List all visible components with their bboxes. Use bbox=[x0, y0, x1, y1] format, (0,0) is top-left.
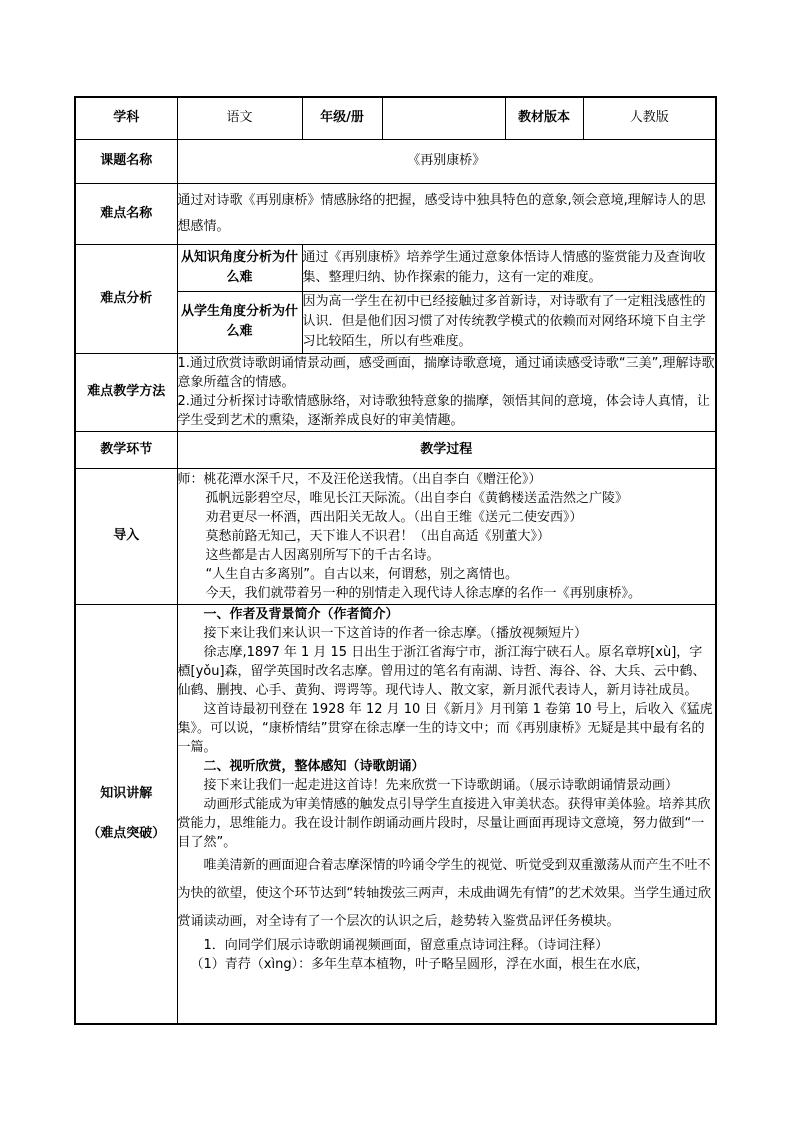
header-row bbox=[75, 97, 716, 139]
intro-line: 孤帆远影碧空尽，唯见长江天际流。（出自李白《黄鹤楼送孟浩然之广陵》 bbox=[205, 490, 629, 506]
subject-label: 学科 bbox=[75, 97, 177, 139]
intro-line: 师：桃花潭水深千尺，不及汪伦送我情。（出自李白《赠汪伦》） bbox=[177, 471, 542, 487]
knowledge-sublabel: （难点突破） bbox=[87, 825, 166, 841]
paragraph: 动画形式能成为审美情感的触发点引导学生直接进入审美状态。获得审美体验。培养其欣赏能力，思维能力。我在设计制作朗诵动画片段时，尽量让画面再现诗文意境，努力做到“一目了然”。 bbox=[177, 796, 711, 850]
method-item: 1.通过欣赏诗歌朗诵情景动画，感受画面，揣摩诗歌意境，通过诵读感受诗歌“三美”,理解诗歌意象所蕴含的情感。 bbox=[177, 356, 715, 390]
knowledge-angle-label: 从知识角度分析为什么难 bbox=[177, 244, 302, 291]
textbook-value: 人教版 bbox=[583, 97, 716, 139]
textbook-label: 教材版本 bbox=[505, 97, 583, 139]
intro-line: 莫愁前路无知己，天下谁人不识君！（出自高适《别董大》） bbox=[205, 528, 551, 544]
difficulty-row bbox=[75, 183, 716, 244]
topic-label: 课题名称 bbox=[75, 139, 177, 183]
intro-line: 劝君更尽一杯酒，西出阳关无故人。（出自王维《送元二使安西》） bbox=[205, 509, 583, 525]
process-stage-label: 教学环节 bbox=[75, 431, 177, 468]
process-header-row bbox=[75, 431, 716, 468]
lesson-plan-table bbox=[74, 96, 717, 1025]
process-title: 教学过程 bbox=[177, 431, 716, 468]
method-item: 2.通过分析探讨诗歌情感脉络，对诗歌独特意象的揣摩，领悟其间的意境，体会诗人真情，让学生受到艺术的熏染，逐渐养成良好的审美情趣。 bbox=[177, 394, 710, 428]
intro-label: 导入 bbox=[75, 468, 177, 604]
knowledge-label: 知识讲解 bbox=[100, 785, 153, 801]
intro-line: 今天，我们就带着另一种的别情走入现代诗人徐志摩的名作一《再别康桥》。 bbox=[205, 585, 642, 601]
paragraph: 这首诗最初刊登在 1928 年 12 月 10 日《新月》月刊第 1 卷第 10 号上，后收入《猛虎集》。可以说，“康桥情结”贯穿在徐志摩一生的诗文中；而《再别康桥》无疑是其中最有名的一篇。 bbox=[177, 701, 713, 755]
subject-value: 语文 bbox=[177, 97, 302, 139]
paragraph: 1．向同学们展示诗歌朗诵视频画面，留意重点诗词注释。（诗词注释） bbox=[203, 937, 609, 953]
method-label: 难点教学方法 bbox=[75, 353, 177, 431]
difficulty-label: 难点名称 bbox=[75, 183, 177, 244]
paragraph: （1）青荇（xìng）：多年生草本植物，叶子略呈圆形，浮在水面，根生在水底， bbox=[190, 956, 650, 972]
analysis-knowledge-row bbox=[75, 244, 716, 291]
student-angle-text: 因为高一学生在初中已经接触过多首新诗，对诗歌有了一定粗浅感性的认识．但是他们因习惯了对传统教学模式的依赖而对网络环境下自主学习比较陌生，所以有些难度。 bbox=[302, 291, 716, 353]
intro-line: “人生自古多离别”。自古以来，何谓愁，别之离情也。 bbox=[205, 566, 518, 582]
difficulty-text: 通过对诗歌《再别康桥》情感脉络的把握，感受诗中独具特色的意象,领会意境,理解诗人的思想感情。 bbox=[177, 183, 716, 244]
paragraph: 接下来让我们一起走进这首诗！先来欣赏一下诗歌朗诵。（展示诗歌朗诵情景动画） bbox=[203, 777, 679, 793]
paragraph: 唯美清新的画面迎合着志摩深情的吟诵令学生的视觉、听觉受到双重激荡从而产生不吐不为快的欲望，使这个环节达到“转轴拨弦三两声，未成曲调先有情”的艺术效果。当学生通过欣赏诵读动画，对全诗有了一个层次的认识之后，趁势转入鉴赏品评任务模块。 bbox=[177, 857, 711, 929]
topic-row bbox=[75, 139, 716, 183]
method-text bbox=[177, 353, 716, 431]
knowledge-text bbox=[177, 604, 716, 1024]
grade-value bbox=[382, 97, 505, 139]
knowledge-angle-text: 通过《再别康桥》培养学生通过意象体悟诗人情感的鉴赏能力及查询收集、整理归纳、协作探索的能力，这有一定的难度。 bbox=[302, 244, 716, 291]
topic-value: 《再别康桥》 bbox=[177, 139, 716, 183]
paragraph: 接下来让我们来认识一下这首诗的作者一徐志摩。（播放视频短片） bbox=[203, 625, 588, 641]
intro-line: 这些都是古人因离别所写下的千古名诗。 bbox=[205, 547, 440, 563]
intro-row bbox=[75, 468, 716, 604]
paragraph: 徐志摩,1897 年 1 月 15 日出生于浙江省海宁市，浙江海宁硖石人。原名章垿[xù]，字槱[yǒu]森，留学英国时改名志摩。曾用过的笔名有南湖、诗哲、海谷、谷、大兵、云中鹤、仙鹤、删拽、心手、黄狗、谔谔等。现代诗人、散文家，新月派代表诗人，新月诗社成员。 bbox=[177, 644, 706, 698]
analysis-label: 难点分析 bbox=[75, 244, 177, 353]
method-row bbox=[75, 353, 716, 431]
knowledge-label-cell bbox=[75, 604, 177, 1024]
section-title: 一、作者及背景简介（作者简介） bbox=[203, 606, 399, 622]
intro-text bbox=[177, 468, 716, 604]
grade-label: 年级/册 bbox=[302, 97, 382, 139]
section-title: 二、视听欣赏，整体感知（诗歌朗诵） bbox=[203, 758, 425, 774]
knowledge-row bbox=[75, 604, 716, 1024]
student-angle-label: 从学生角度分析为什么难 bbox=[177, 291, 302, 353]
